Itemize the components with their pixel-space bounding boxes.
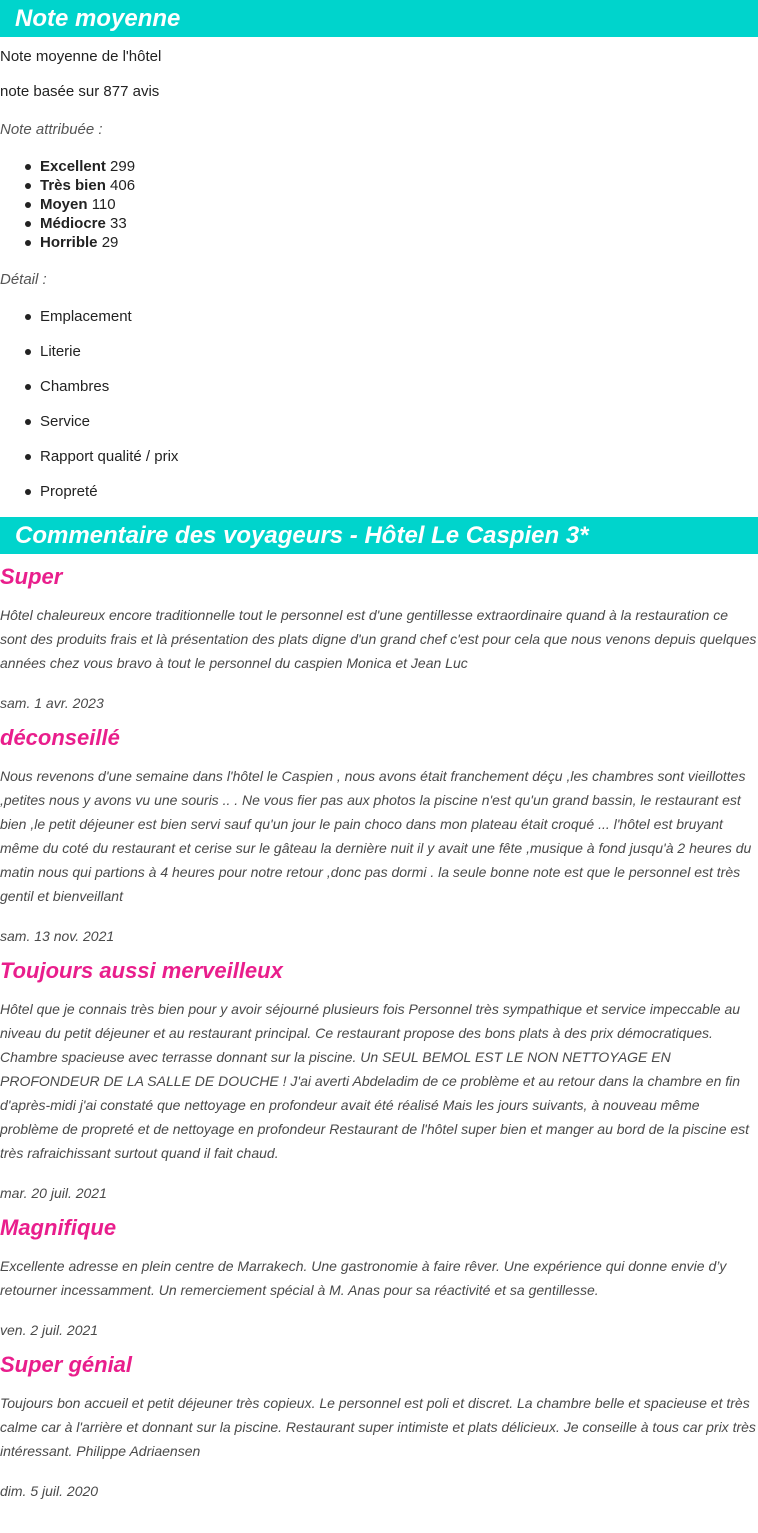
rating-item <box>0 214 758 233</box>
review-text: Hôtel chaleureux encore traditionnelle tout le personnel est d'une gentillesse extraordinaire quand à la restauration ce sont des produits frais et là présentation des plats digne d'un grand chef c'est pour cela que nous venons depuis quelques années chez vous bravo à tout le personnel du caspien Monica et Jean Luc <box>0 607 757 671</box>
detail-item-rapport-qualite-prix: Rapport qualité / prix <box>0 447 758 467</box>
rating-label: Excellent <box>40 158 106 175</box>
rating-count: 29 <box>101 234 119 251</box>
review-date: sam. 1 avr. 2023 <box>0 695 104 711</box>
rating-item <box>0 195 758 214</box>
review-date: dim. 5 juil. 2020 <box>0 1483 99 1499</box>
review <box>0 956 758 1203</box>
rating-count: 110 <box>91 196 116 213</box>
review-title: déconseillé <box>0 725 120 750</box>
detail-item-proprete: Propreté <box>0 482 758 502</box>
rating-count: 33 <box>110 215 127 232</box>
detail-item-chambres: Chambres <box>0 377 758 397</box>
review-date: ven. 2 juil. 2021 <box>0 1322 99 1338</box>
review-title: Magnifique <box>0 1215 117 1240</box>
rating-label: Très bien <box>40 177 106 194</box>
comments-section <box>0 517 758 1501</box>
rating-item <box>0 157 758 176</box>
rating-count: 406 <box>110 177 136 194</box>
rating-label: Horrible <box>40 234 98 251</box>
review <box>0 1213 758 1340</box>
ratings-list <box>0 157 758 252</box>
rating-section-header: Note moyenne <box>0 0 758 37</box>
rating-label: Médiocre <box>40 215 106 232</box>
ratings-label: Note attribuée : <box>0 121 103 138</box>
review <box>0 1350 758 1501</box>
review-title: Toujours aussi merveilleux <box>0 958 283 983</box>
rating-subtitle: Note moyenne de l'hôtel <box>0 48 162 65</box>
detail-item-literie: Literie <box>0 342 758 362</box>
review-title: Super génial <box>0 1352 133 1377</box>
rating-item <box>0 233 758 252</box>
review-text: Hôtel que je connais très bien pour y avoir séjourné plusieurs fois Personnel très sympathique et service impeccable au niveau du petit déjeuner et au restaurant principal. Ce restaurant propose des bons plats à des prix démocratiques. Chambre spacieuse avec terrasse donnant sur la piscine. Un SEUL BEMOL EST LE NON NETTOYAGE EN PROFONDEUR DE LA SALLE DE DOUCHE ! J'ai averti Abdeladim de ce problème et au retour dans la chambre en fin d'après-midi j'ai constaté que nettoyage en profondeur avait été réalisé Mais les jours suivants, à nouveau même problème de propreté et de nettoyage en profondeur Restaurant de l'hôtel super bien et manger au bord de la piscine est très rafraichissant surtout quand il fait chaud. <box>0 1001 750 1161</box>
detail-list <box>0 307 758 502</box>
comments-section-header: Commentaire des voyageurs - Hôtel Le Caspien 3* <box>0 517 758 554</box>
detail-item-service: Service <box>0 412 758 432</box>
rating-item <box>0 176 758 195</box>
review-title: Super <box>0 564 63 589</box>
detail-label: Détail : <box>0 271 47 288</box>
rating-label: Moyen <box>40 196 88 213</box>
review-date: mar. 20 juil. 2021 <box>0 1185 107 1201</box>
rating-section <box>0 0 758 502</box>
rating-count: 299 <box>110 158 136 175</box>
review-text: Toujours bon accueil et petit déjeuner très copieux. Le personnel est poli et discret. La chambre belle et spacieuse et très calme car à l'arrière et donnant sur la piscine. Restaurant super intimiste et plats délicieux. Je conseille à tous car prix très intéressant. Philippe Adriaensen <box>0 1395 756 1459</box>
review-text: Excellente adresse en plein centre de Marrakech. Une gastronomie à faire rêver. Une expérience qui donne envie d’y retourner incessamment. Un remerciement spécial à M. Anas pour sa réactivité et sa gentillesse. <box>0 1258 727 1298</box>
rating-based-on: note basée sur 877 avis <box>0 83 160 100</box>
review <box>0 723 758 946</box>
review <box>0 562 758 713</box>
detail-item-emplacement: Emplacement <box>0 307 758 327</box>
review-date: sam. 13 nov. 2021 <box>0 928 115 944</box>
review-text: Nous revenons d'une semaine dans l'hôtel le Caspien , nous avons était franchement déçu ,les chambres sont vieillottes ,petites nous y avons vu une souris .. . Ne vous fier pas aux photos la piscine n'est qu'un grand bassin, le restaurant est bien ,le petit déjeuner est bien servi sauf qu'un jour le pain choco dans mon plateau était croqué ... l'hôtel est bruyant même du coté du restaurant et cerise sur le gâteau la dernière nuit il y avait une fête ,musique à fond jusqu'à 2 heures du matin nous qui partions à 4 heures pour notre retour ,donc pas dormi . la seule bonne note est que le personnel est très gentil et bienveillant <box>0 768 752 904</box>
